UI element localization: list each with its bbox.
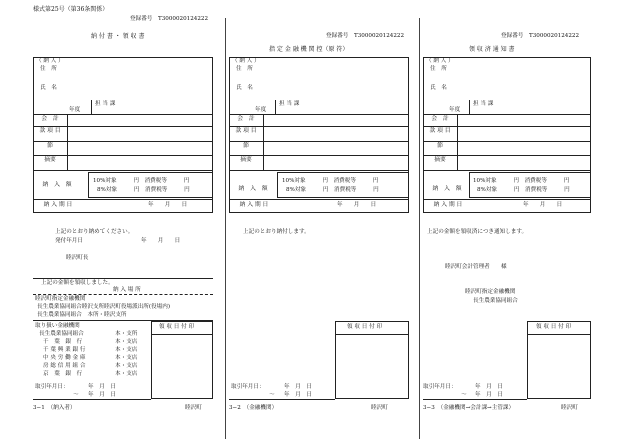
issue-date-value: 年 月 日 [141,238,181,244]
handling-bank-name: 長生農業協同組合 [39,331,84,337]
footer-town: 睦沢町 [371,405,388,411]
name-label: 氏 名 [236,85,253,91]
footer-town: 睦沢町 [185,405,202,411]
handling-bank-name: 房 総 信 用 組 合 [43,363,86,369]
amount-label: 納 入 額 [432,186,462,192]
designated-bank-name: 長生農業協同組合 [473,298,518,304]
panel-title: 指 定 金 融 機 関 控（原 符） [269,46,349,53]
handling-banks-head: 取り扱い金融機関 [35,323,80,329]
handling-bank-branch: 本・支店 [115,339,138,345]
transaction-date-label: 取引年月日： [231,384,265,390]
section-label: 担 当 課 [473,101,494,107]
amount-label: 納 入 額 [42,182,72,188]
transaction-date-from: 年 月 日 [88,384,116,390]
amount-label: 納 入 額 [238,186,268,192]
amount-box [469,172,591,198]
instruction-text: 上記のとおり納付します。 [243,229,310,235]
tax-10-line: 10%対象 円 消費税等 円 [473,178,570,184]
handling-bank-branch: 本・支店 [115,371,138,377]
receipt-stamp-label: 領 収 日 付 印 [536,324,572,330]
panel-bank-copy [229,0,429,439]
account-label: 会 計 [237,116,255,122]
tax-8-line: 8%対象 円 消費税等 円 [286,187,379,193]
payment-place-label: 納 入 場 所 [113,287,141,293]
detail-label: 節 [243,143,249,149]
due-value: 年 月 日 [337,202,377,208]
tax-10-line: 10%対象 円 消費税等 円 [93,178,190,184]
registration-number: 登録番号 T3000020124222 [501,33,579,39]
account-label: 会 計 [431,116,449,122]
designated-bank-line1: 長生農業協同組合睦沢支所睦沢町役場派出所(役場内) [37,304,171,310]
handling-bank-branch: 本・支所 [115,331,138,337]
section-label: 担 当 課 [279,101,300,107]
footer-code: 3−3 （金融機関→会計課→主管課） [423,405,515,411]
handling-bank-branch: 本・支店 [115,347,138,353]
account-label: 会 計 [41,116,59,122]
receipt-stamp-box [151,321,213,399]
year-label: 年度 [255,107,267,113]
transaction-date-from: 年 月 日 [475,384,503,390]
amount-box [277,172,409,198]
panel-title: 領 収 済 通 知 書 [469,46,515,53]
panel-title: 納 付 書 ・ 領 収 書 [91,33,145,40]
footer-code: 3−1 （納入者） [33,405,76,411]
form-id: 様式第25号（第36条関係） [33,6,109,13]
signer: 睦沢町長 [66,255,89,261]
transaction-date-from: 年 月 日 [284,384,312,390]
handling-bank-name: 中 央 労 働 金 庫 [43,355,86,361]
handling-bank-branch: 本・支店 [115,363,138,369]
payer-label: （ 納 人 ） [232,58,260,64]
treasurer-text: 睦沢町会計管理者 様 [445,264,507,270]
remarks-label: 摘要 [434,157,446,163]
remarks-label: 摘要 [44,157,56,163]
detail-label: 節 [47,143,53,149]
due-label: 納 入 期 日 [43,202,73,208]
transaction-date-tilde: 〜 [461,392,467,398]
panel-receipt-notice [423,0,623,439]
item-label: 款 項 目 [235,128,257,134]
transaction-date-label: 取引年月日： [423,384,457,390]
year-label: 年度 [449,107,461,113]
due-label: 納 入 期 日 [433,202,463,208]
handling-bank-branch: 本・支店 [115,355,138,361]
due-value: 年 月 日 [523,202,563,208]
name-label: 氏 名 [40,85,57,91]
designated-bank-head: 睦沢町指定金融機関 [35,296,86,302]
due-value: 年 月 日 [148,202,188,208]
payer-label: （ 納 人 ） [426,58,454,64]
received-text: 上記の金額を領収しました。 [41,280,114,286]
panel-payment-receipt [33,0,233,439]
name-label: 氏 名 [430,85,447,91]
receipt-stamp-label: 領 収 日 付 印 [347,324,383,330]
transaction-date-label: 取引年月日： [35,384,69,390]
issue-date-label: 発付年月日 [55,238,83,244]
instruction-text: 上記の金額を領収済につき通知します。 [427,229,528,235]
instruction-text: 上記のとおり納めてください。 [55,229,134,235]
item-label: 款 項 目 [429,128,451,134]
transaction-date-to: 年 月 日 [284,392,312,398]
address-label: 住 所 [236,66,253,72]
transaction-date-tilde: 〜 [269,392,275,398]
receipt-stamp-label: 領 収 日 付 印 [159,324,195,330]
due-label: 納 入 期 日 [239,202,269,208]
receipt-stamp-box [527,321,591,399]
handling-bank-name: 千 葉 銀 行 [43,339,83,345]
handling-bank-name: 京 葉 銀 行 [43,371,83,377]
registration-number: 登録番号 T3000020124222 [130,16,208,22]
item-label: 款 項 目 [39,128,61,134]
transaction-date-tilde: 〜 [73,392,79,398]
transaction-date-to: 年 月 日 [88,392,116,398]
address-label: 住 所 [40,66,57,72]
section-label: 担 当 課 [95,101,116,107]
remarks-label: 摘要 [240,157,252,163]
payer-label: （ 納 人 ） [36,58,64,64]
amount-box [88,172,213,198]
designated-bank-line2: 長生農業協同組合 本所・睦沢支所 [37,312,127,318]
receipt-stamp-box [335,321,409,399]
handling-bank-name: 千 葉 興 業 銀 行 [43,347,86,353]
address-label: 住 所 [430,66,447,72]
transaction-date-to: 年 月 日 [475,392,503,398]
footer-code: 3−2 （金融機関） [229,405,278,411]
tax-8-line: 8%対象 円 消費税等 円 [97,187,190,193]
footer-town: 睦沢町 [561,405,578,411]
tax-8-line: 8%対象 円 消費税等 円 [477,187,570,193]
registration-number: 登録番号 T3000020124222 [326,33,404,39]
designated-bank-head: 睦沢町指定金融機関 [465,289,516,295]
tax-10-line: 10%対象 円 消費税等 円 [282,178,379,184]
year-label: 年度 [69,107,81,113]
detail-label: 節 [437,143,443,149]
